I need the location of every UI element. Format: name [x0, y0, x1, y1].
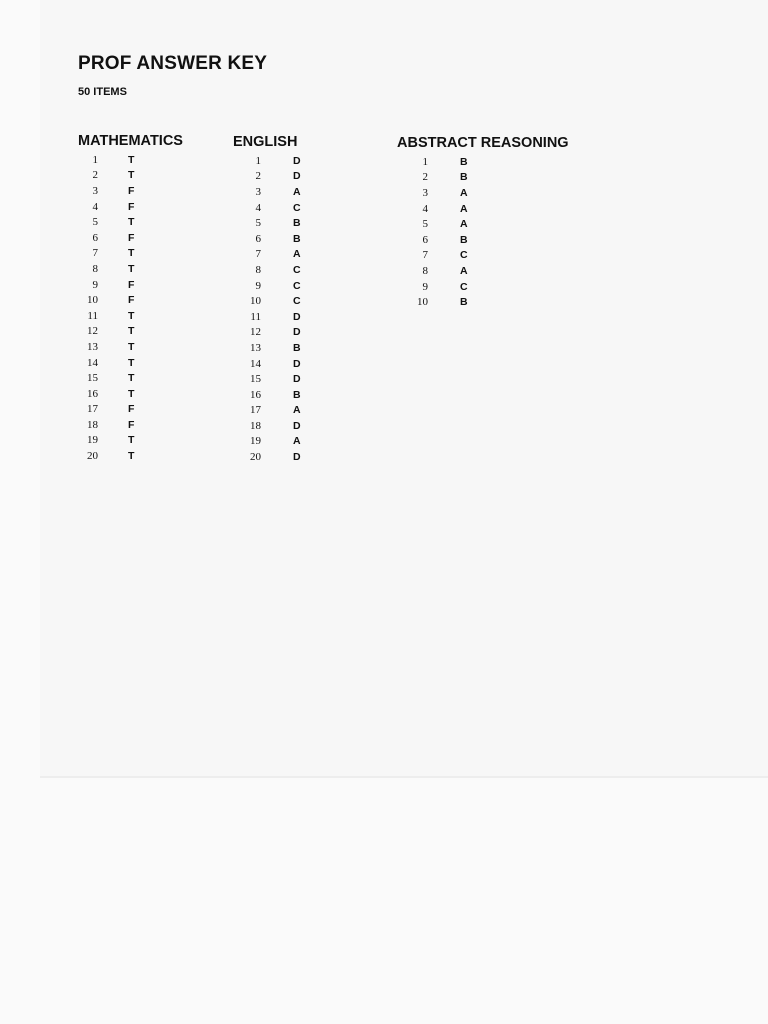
- item-number: 9: [255, 279, 261, 292]
- answer-row: [239, 371, 301, 387]
- answer-letter: T: [128, 169, 135, 182]
- answer-letter: C: [460, 249, 468, 262]
- answer-letter: D: [293, 373, 301, 386]
- answer-letter: C: [460, 280, 468, 293]
- item-number: 17: [250, 404, 261, 417]
- item-number: 3: [92, 184, 98, 197]
- answer-letter: C: [293, 201, 301, 214]
- answer-letter: T: [128, 325, 135, 338]
- answer-letter: B: [293, 217, 301, 230]
- answer-row: [406, 263, 468, 279]
- item-number: 8: [422, 264, 428, 277]
- answer-row: [239, 340, 301, 356]
- answer-row: [239, 278, 301, 294]
- answer-row: [406, 170, 468, 186]
- item-number: 12: [87, 325, 98, 338]
- answer-row: [239, 169, 301, 185]
- answer-letter: D: [293, 326, 301, 339]
- item-number: 9: [92, 278, 98, 291]
- item-number: 12: [250, 326, 261, 339]
- item-number: 8: [92, 262, 98, 275]
- answer-letter: F: [128, 418, 135, 431]
- answer-row: [76, 308, 134, 324]
- answer-row: [406, 185, 468, 201]
- answer-row: [76, 324, 134, 340]
- item-number: 16: [87, 387, 98, 400]
- item-number: 14: [87, 356, 98, 369]
- answer-letter: F: [128, 184, 135, 197]
- item-number: 2: [92, 169, 98, 182]
- document-title: PROF ANSWER KEY: [78, 53, 268, 74]
- answer-row: [76, 261, 134, 277]
- item-number: 14: [250, 357, 261, 370]
- item-number: 4: [92, 200, 98, 213]
- answer-row: [239, 309, 301, 325]
- answer-row: [239, 387, 301, 403]
- answer-letter: D: [293, 170, 301, 183]
- answer-row: [239, 418, 301, 434]
- answer-letter: T: [128, 216, 135, 229]
- answer-row: [239, 262, 301, 278]
- item-count: 50 ITEMS: [78, 86, 127, 98]
- item-number: 1: [422, 155, 428, 168]
- answer-letter: T: [128, 356, 135, 369]
- answer-letter: B: [293, 388, 301, 401]
- answer-letter: T: [128, 309, 135, 322]
- item-number: 18: [87, 418, 98, 431]
- answer-letter: C: [293, 279, 301, 292]
- item-number: 2: [255, 170, 261, 183]
- answer-letter: A: [293, 248, 301, 261]
- answer-row: [239, 153, 301, 169]
- answer-letter: B: [293, 341, 301, 354]
- answer-row: [76, 168, 134, 184]
- item-number: 19: [250, 435, 261, 448]
- answer-row: [239, 247, 301, 263]
- item-number: 5: [255, 217, 261, 230]
- item-number: 5: [92, 216, 98, 229]
- answer-row: [76, 355, 134, 371]
- answer-letter: F: [128, 403, 135, 416]
- answer-row: [76, 386, 134, 402]
- scan-region: [40, 0, 768, 778]
- answer-row: [76, 448, 134, 464]
- answer-row: [76, 152, 134, 168]
- answer-row: [76, 214, 134, 230]
- item-number: 8: [255, 263, 261, 276]
- answer-letter: A: [460, 264, 468, 277]
- item-number: 13: [250, 341, 261, 354]
- answer-letter: D: [293, 310, 301, 323]
- answer-letter: B: [293, 232, 301, 245]
- item-number: 18: [250, 419, 261, 432]
- answer-row: [76, 183, 134, 199]
- answer-row: [76, 277, 134, 293]
- answer-row: [239, 325, 301, 341]
- answer-letter: T: [128, 247, 135, 260]
- answer-letter: T: [128, 340, 135, 353]
- mathematics-answer-list: [76, 152, 134, 464]
- item-number: 17: [87, 403, 98, 416]
- answer-letter: B: [460, 296, 468, 309]
- abstract-reasoning-heading: ABSTRACT REASONING: [397, 135, 569, 151]
- answer-row: [76, 292, 134, 308]
- answer-row: [239, 434, 301, 450]
- answer-letter: A: [460, 202, 468, 215]
- item-number: 19: [87, 434, 98, 447]
- item-number: 13: [87, 340, 98, 353]
- item-number: 11: [87, 309, 98, 322]
- answer-letter: A: [293, 404, 301, 417]
- answer-row: [76, 230, 134, 246]
- answer-row: [239, 200, 301, 216]
- answer-letter: C: [293, 263, 301, 276]
- answer-letter: T: [128, 153, 135, 166]
- answer-row: [239, 215, 301, 231]
- answer-row: [76, 433, 134, 449]
- answer-letter: T: [128, 450, 135, 463]
- answer-row: [76, 370, 134, 386]
- english-answer-list: [239, 153, 301, 465]
- item-number: 3: [422, 186, 428, 199]
- answer-letter: F: [128, 294, 135, 307]
- answer-row: [406, 154, 468, 170]
- answer-letter: T: [128, 372, 135, 385]
- english-heading: ENGLISH: [233, 134, 298, 150]
- answer-letter: F: [128, 200, 135, 213]
- item-number: 20: [87, 450, 98, 463]
- answer-row: [239, 231, 301, 247]
- answer-row: [406, 248, 468, 264]
- answer-letter: T: [128, 434, 135, 447]
- item-number: 2: [422, 171, 428, 184]
- answer-letter: A: [460, 218, 468, 231]
- answer-letter: D: [293, 451, 301, 464]
- answer-row: [406, 279, 468, 295]
- item-number: 6: [422, 233, 428, 246]
- mathematics-heading: MATHEMATICS: [78, 133, 183, 149]
- item-number: 7: [422, 249, 428, 262]
- answer-row: [239, 449, 301, 465]
- item-number: 15: [250, 373, 261, 386]
- item-number: 16: [250, 388, 261, 401]
- answer-letter: F: [128, 231, 135, 244]
- answer-row: [239, 356, 301, 372]
- answer-letter: T: [128, 262, 135, 275]
- answer-letter: A: [293, 435, 301, 448]
- item-number: 9: [422, 280, 428, 293]
- item-number: 10: [87, 294, 98, 307]
- item-number: 1: [92, 153, 98, 166]
- answer-row: [406, 216, 468, 232]
- item-number: 3: [255, 185, 261, 198]
- answer-letter: B: [460, 155, 468, 168]
- answer-row: [76, 199, 134, 215]
- answer-letter: D: [293, 357, 301, 370]
- answer-row: [239, 184, 301, 200]
- item-number: 10: [250, 295, 261, 308]
- answer-row: [76, 339, 134, 355]
- item-number: 7: [255, 248, 261, 261]
- answer-letter: A: [293, 185, 301, 198]
- abstract-reasoning-answer-list: [406, 154, 468, 310]
- answer-row: [76, 402, 134, 418]
- item-number: 7: [92, 247, 98, 260]
- answer-row: [406, 201, 468, 217]
- answer-row: [239, 293, 301, 309]
- item-number: 11: [250, 310, 261, 323]
- answer-letter: D: [293, 154, 301, 167]
- item-number: 5: [422, 218, 428, 231]
- answer-letter: C: [293, 295, 301, 308]
- answer-row: [406, 232, 468, 248]
- item-number: 6: [92, 231, 98, 244]
- item-number: 6: [255, 232, 261, 245]
- item-number: 4: [255, 201, 261, 214]
- answer-row: [406, 294, 468, 310]
- item-number: 4: [422, 202, 428, 215]
- item-number: 15: [87, 372, 98, 385]
- item-number: 20: [250, 451, 261, 464]
- answer-letter: B: [460, 171, 468, 184]
- answer-letter: B: [460, 233, 468, 246]
- item-number: 1: [255, 154, 261, 167]
- answer-row: [239, 403, 301, 419]
- answer-row: [76, 417, 134, 433]
- answer-letter: T: [128, 387, 135, 400]
- answer-letter: D: [293, 419, 301, 432]
- answer-letter: A: [460, 186, 468, 199]
- item-number: 10: [417, 296, 428, 309]
- answer-row: [76, 246, 134, 262]
- answer-letter: F: [128, 278, 135, 291]
- scan-edge: [40, 776, 768, 778]
